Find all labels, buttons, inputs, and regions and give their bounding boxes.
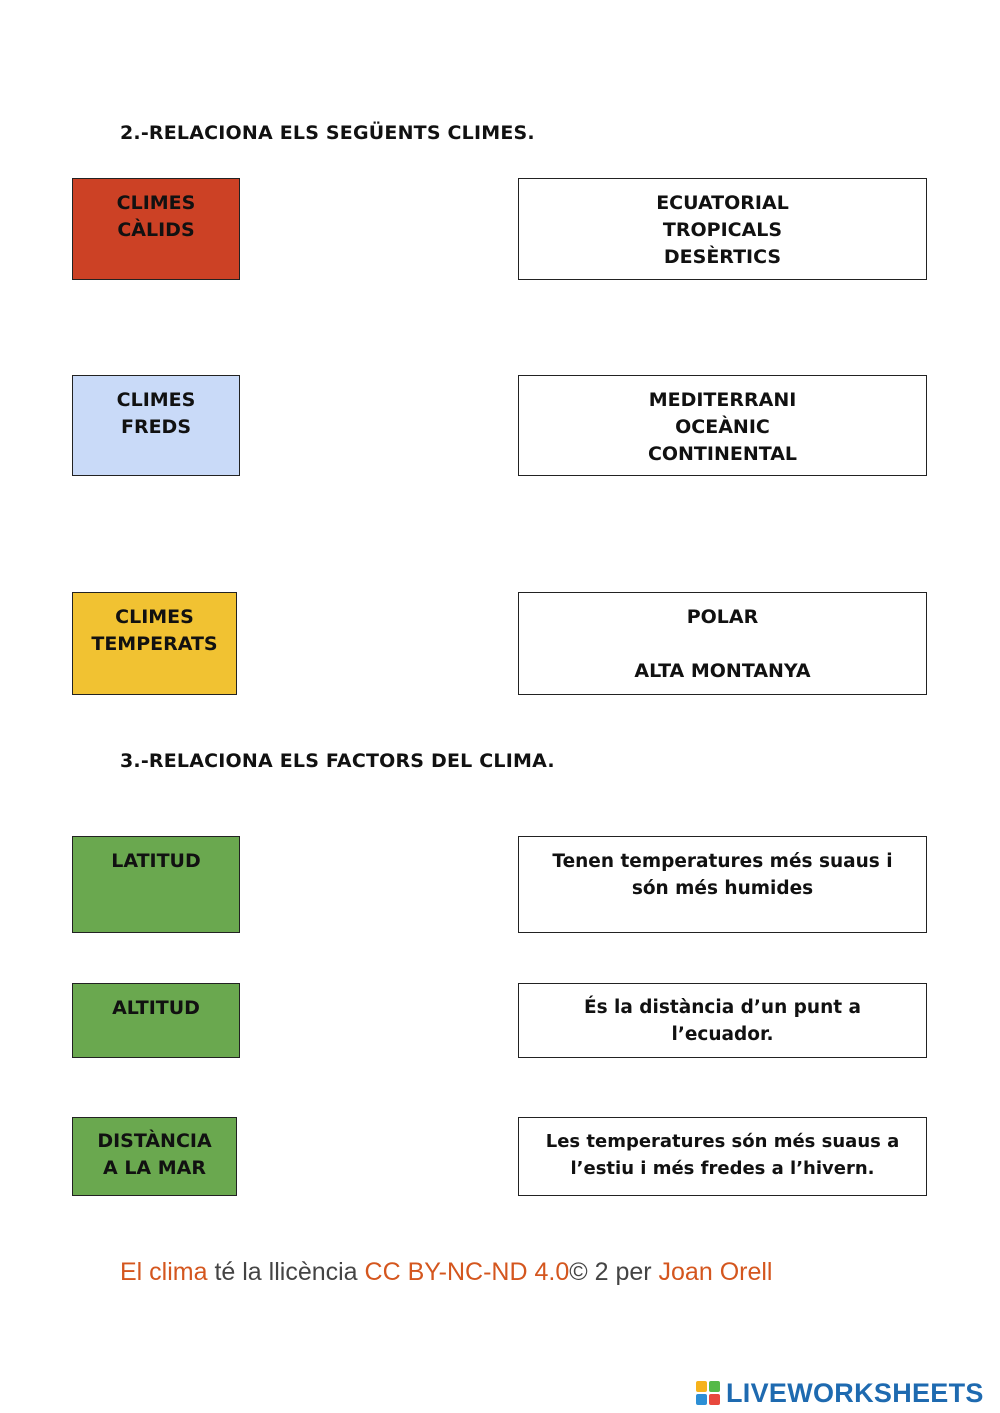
license-text: © 2 per: [569, 1258, 659, 1286]
liveworksheets-logo-icon: [696, 1381, 722, 1407]
factor-description-line: És la distància d’un punt a: [583, 997, 862, 1018]
climate-type-line: TROPICALS: [662, 219, 783, 241]
factor-description-box[interactable]: [518, 1117, 927, 1196]
factor-label-line: LATITUD: [111, 850, 201, 872]
license-notice: [120, 1258, 772, 1287]
climate-box-warm[interactable]: [72, 178, 240, 280]
climate-type-line: OCEÀNIC: [675, 416, 770, 438]
brand-name: LIVEWORKSHEETS: [726, 1378, 984, 1408]
climate-type-line: ECUATORIAL: [656, 192, 789, 214]
factor-box-latitude[interactable]: [72, 836, 240, 933]
license-link[interactable]: CC BY-NC-ND 4.0: [364, 1258, 570, 1286]
climate-label-line: CÀLIDS: [117, 219, 195, 241]
liveworksheets-brand[interactable]: [696, 1378, 984, 1409]
climate-label-line: CLIMES: [116, 192, 196, 214]
climate-label-line: CLIMES: [115, 606, 194, 628]
climate-type-line: DESÈRTICS: [663, 246, 782, 268]
climate-type-line: CONTINENTAL: [647, 443, 798, 465]
work-title-link[interactable]: El clima: [120, 1258, 208, 1286]
factor-description-line: l’estiu i més fredes a l’hivern.: [570, 1158, 875, 1179]
author-link[interactable]: Joan Orell: [658, 1258, 773, 1286]
license-text: té la llicència: [207, 1258, 365, 1286]
climate-label-line: CLIMES: [116, 389, 196, 411]
climate-box-temperate[interactable]: [72, 592, 237, 695]
factor-description-box[interactable]: [518, 836, 927, 933]
factor-box-sea-distance[interactable]: [72, 1117, 237, 1196]
climate-label-line: FREDS: [120, 416, 192, 438]
climate-types-box[interactable]: [518, 375, 927, 476]
climate-type-line: MEDITERRANI: [648, 389, 797, 411]
section2-title: 2.-RELACIONA ELS SEGÜENTS CLIMES.: [120, 122, 535, 144]
climate-type-line: POLAR: [686, 606, 759, 628]
factor-description-line: l’ecuador.: [671, 1024, 774, 1045]
climate-label-line: TEMPERATS: [91, 633, 218, 655]
factor-description-line: Tenen temperatures més suaus i: [552, 851, 893, 872]
climate-type-line: ALTA MONTANYA: [634, 660, 811, 682]
factor-description-box[interactable]: [518, 983, 927, 1058]
factor-label-line: ALTITUD: [112, 997, 200, 1019]
climate-box-cold[interactable]: [72, 375, 240, 476]
factor-label-line: DISTÀNCIA: [97, 1130, 212, 1152]
climate-types-box[interactable]: [518, 178, 927, 280]
climate-types-box[interactable]: [518, 592, 927, 695]
factor-box-altitude[interactable]: [72, 983, 240, 1058]
section3-title: 3.-RELACIONA ELS FACTORS DEL CLIMA.: [120, 750, 555, 772]
factor-description-line: Les temperatures són més suaus a: [545, 1131, 900, 1152]
factor-label-line: A LA MAR: [103, 1157, 206, 1179]
factor-description-line: són més humides: [631, 878, 814, 899]
